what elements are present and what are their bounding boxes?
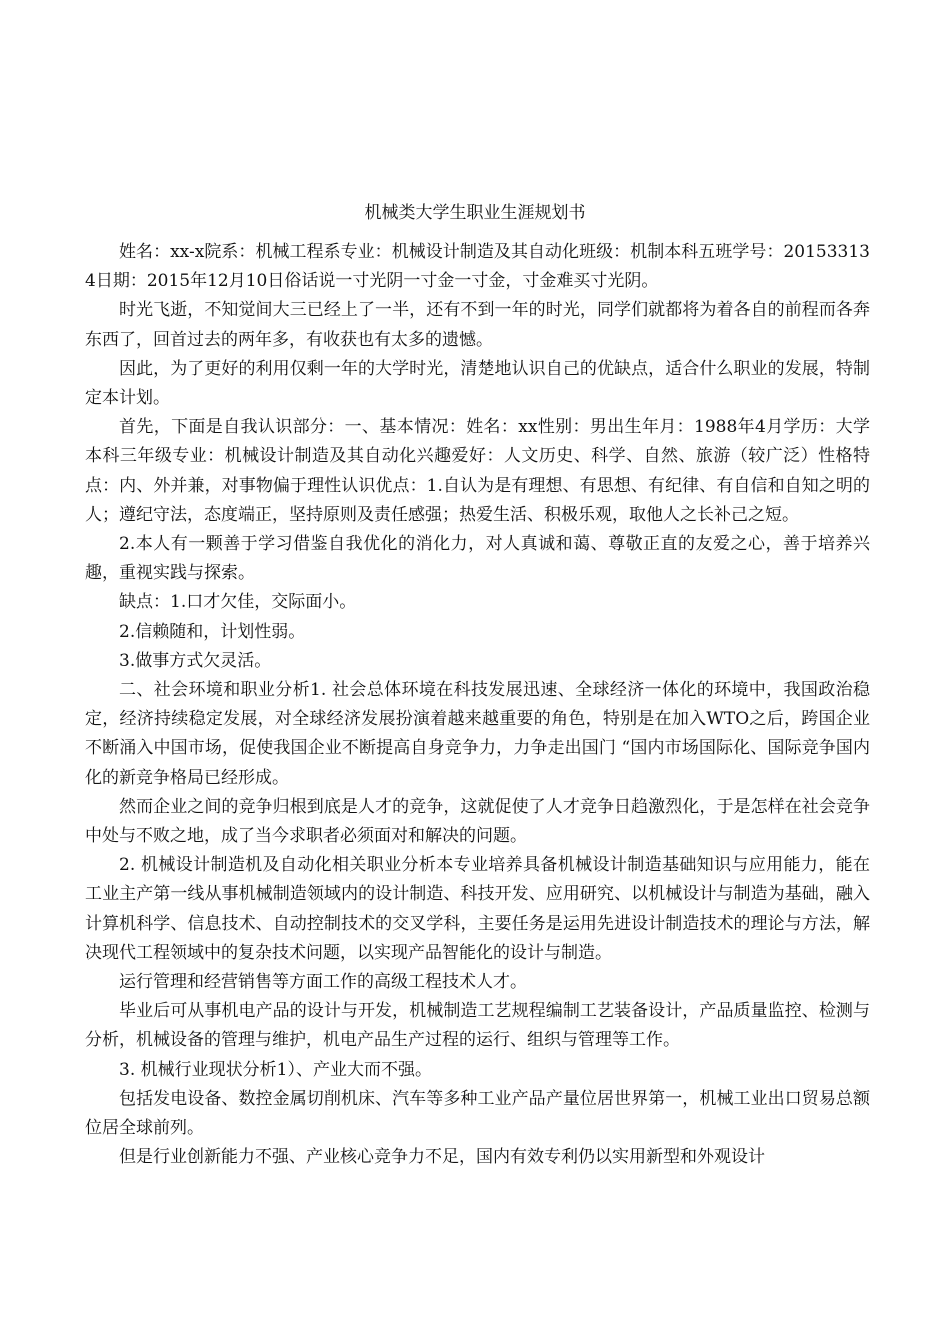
paragraph-career-analysis: 2. 机械设计制造机及自动化相关职业分析本专业培养具备机械设计制造基础知识与应用能力，能在工业主产第一线从事机械制造领域内的设计制造、科技开发、应用研究、以机械设计与制造为基础，融入计算机科学、信息技术、自动控制技术的交叉学科，主要任务是运用先进设计制造技术的理论与方法，解决现代工程领域中的复杂技术问题，以实现产品智能化的设计与制造。 — [85, 855, 870, 963]
paragraph-basic-info: 姓名：xx-x院系：机械工程系专业：机械设计制造及其自动化班级：机制本科五班学号：201533134日期：2015年12月10日俗话说一寸光阴一寸金一寸金，寸金难买寸光阴。 — [85, 242, 870, 292]
paragraph-weakness-1: 缺点：1.口才欠佳，交际面小。 — [119, 592, 357, 613]
document-body — [85, 238, 870, 1173]
paragraph-weakness-3: 3.做事方式欠灵活。 — [119, 650, 272, 671]
paragraph-after-graduation: 毕业后可从事机电产品的设计与开发，机械制造工艺规程编制工艺装备设计，产品质量监控、检测与分析，机械设备的管理与维护，机电产品生产过程的运行、组织与管理等工作。 — [85, 1001, 870, 1051]
paragraph-industry-status: 3. 机械行业现状分析1）、产业大而不强。 — [119, 1059, 432, 1080]
paragraph-output-ranking: 包括发电设备、数控金属切削机床、汽车等多种工业产品产量位居世界第一，机械工业出口贸易总额位居全球前列。 — [85, 1088, 870, 1139]
paragraph-weakness-2: 2.信赖随和，计划性弱。 — [119, 621, 306, 642]
paragraph-innovation: 但是行业创新能力不强、产业核心竞争力不足，国内有效专利仍以实用新型和外观设计 — [119, 1147, 765, 1168]
paragraph-strength-2: 2.本人有一颗善于学习借鉴自我优化的消化力，对人真诚和蔼、尊敬正直的友爱之心，善于培养兴趣，重视实践与探索。 — [85, 534, 870, 584]
paragraph-time-flies: 时光飞逝，不知觉间大三已经上了一半，还有不到一年的时光，同学们就都将为着各自的前程而各奔东西了，回首过去的两年多，有收获也有太多的遗憾。 — [85, 300, 870, 350]
paragraph-purpose: 因此，为了更好的利用仅剩一年的大学时光，清楚地认识自己的优缺点，适合什么职业的发展，特制定本计划。 — [85, 358, 870, 409]
paragraph-talent-competition: 然而企业之间的竞争归根到底是人才的竞争，这就促使了人才竞争日趋激烈化，于是怎样在社会竞争中处与不败之地，成了当今求职者必须面对和解决的问题。 — [85, 796, 870, 847]
document-title: 机械类大学生职业生涯规划书 — [364, 203, 586, 223]
paragraph-social-environment: 二、社会环境和职业分析1. 社会总体环境在科技发展迅速、全球经济一体化的环境中，我国政治稳定，经济持续稳定发展，对全球经济发展扮演着越来越重要的角色，特别是在加入WTO之后，跨国企业不断涌入中国市场，促使我国企业不断提高自身竞争力，力争走出国门 “国内市场国际化、国际竞争国内化的新竞争格局已经形成。 — [85, 680, 870, 788]
paragraph-self-recognition: 首先，下面是自我认识部分：一、基本情况：姓名：xx性别：男出生年月：1988年4月学历：大学本科三年级专业：机械设计制造及其自动化兴趣爱好：人文历史、科学、自然、旅游（较广泛）性格特点：内、外并兼，对事物偏于理性认识优点：1.自认为是有理想、有思想、有纪律、有自信和自知之明的人；遵纪守法，态度端正，坚持原则及责任感强；热爱生活、积极乐观，取他人之长补己之短。 — [85, 417, 870, 525]
paragraph-senior-talent: 运行管理和经营销售等方面工作的高级工程技术人才。 — [119, 972, 527, 993]
